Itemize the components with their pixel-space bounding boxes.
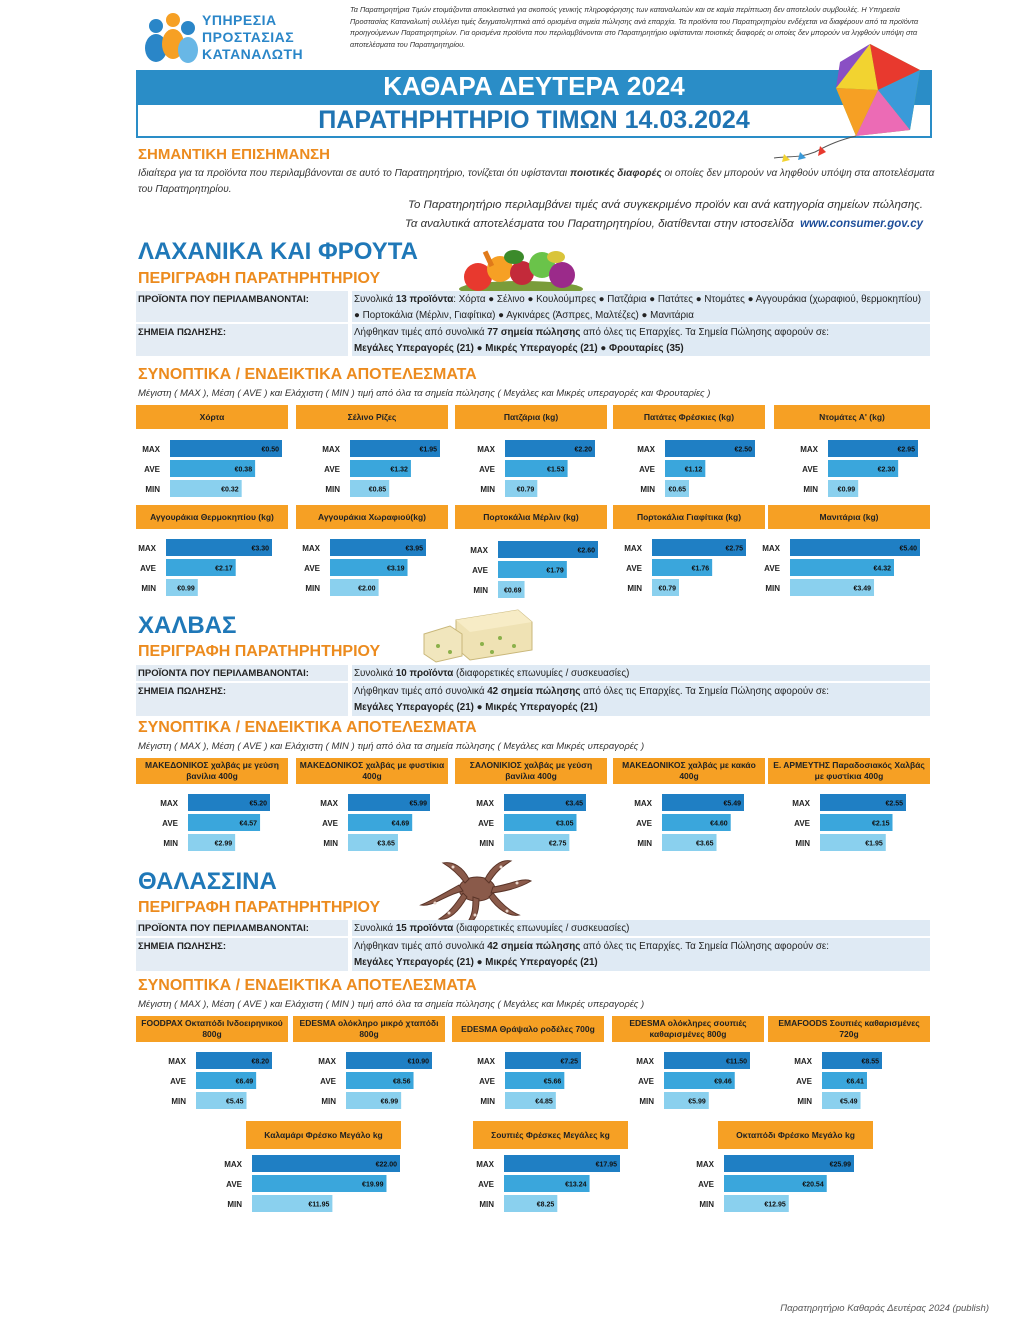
bar-category-label: MAX <box>142 445 160 454</box>
bar-chart-svg <box>455 541 608 601</box>
seafood-products-row <box>136 920 930 936</box>
note-text-part: οι οποίες δεν μπορούν να ληφθούν υπόψη στα αποτελέσματα του Παρατηρητηρίου. <box>138 168 935 195</box>
bar-value-label: €2.99 <box>214 840 233 848</box>
section-title-halva: ΧΑΛΒΑΣ <box>138 612 237 639</box>
bar-chart-svg <box>762 539 930 599</box>
product-header: Καλαμάρι Φρέσκο Μεγάλο kg <box>246 1121 401 1149</box>
price-chart <box>612 1052 760 1112</box>
product-header: ΣΑΛΟΝΙΚΙΟΣ χαλβάς με γεύση βανίλια 400g <box>455 758 607 784</box>
bar-value-label: €4.85 <box>535 1098 553 1106</box>
bar-value-label: €2.55 <box>885 800 903 808</box>
bar-category-label: MAX <box>476 799 494 808</box>
products-count: 10 προϊόντα <box>395 668 454 679</box>
bar-category-label: MAX <box>637 445 655 454</box>
bar-value-label: €0.38 <box>234 466 253 474</box>
bar-value-label: €5.40 <box>899 545 917 553</box>
bar-chart-svg <box>136 1052 282 1112</box>
bar-value-label: €3.30 <box>251 545 269 553</box>
bar-category-label: AVE <box>764 564 780 573</box>
bar-value-label: €10.90 <box>407 1058 429 1066</box>
bar-value-label: €0.85 <box>368 486 387 494</box>
bar-chart-svg <box>296 794 440 854</box>
bar-category-label: AVE <box>638 1077 654 1086</box>
bar-category-label: MAX <box>322 445 340 454</box>
product-header: EDESMA ολόκληρο μικρό χταπόδι 800g <box>293 1016 445 1042</box>
bar-chart-svg <box>470 1155 630 1215</box>
bar-category-label: MAX <box>696 1160 714 1169</box>
bar-chart-svg <box>452 1052 591 1112</box>
bar-value-label: €8.56 <box>393 1078 411 1086</box>
bar-category-label: MIN <box>321 1097 336 1106</box>
bar-category-label: MIN <box>639 1097 654 1106</box>
price-chart <box>296 440 450 500</box>
price-chart <box>768 794 916 854</box>
logo-line: ΥΠΗΡΕΣΙΑ <box>202 12 277 28</box>
bar-category-label: MAX <box>477 1057 495 1066</box>
product-header: EDESMA Θράψαλο ροδέλες 700g <box>452 1016 604 1042</box>
products-label: ΠΡΟΪΟΝΤΑ ΠΟΥ ΠΕΡΙΛΑΜΒΑΝΟΝΤΑΙ: <box>136 665 348 681</box>
product-header: Πατζάρια (kg) <box>455 405 607 429</box>
bar-chart-svg <box>613 539 756 599</box>
summary-note-seafood: Μέγιστη ( MAX ), Μέση ( AVE ) και Ελάχιστη ( MIN ) τιμή από όλα τα σημεία πώλησης ( Μεγάλες και Μικρές υπεραγορές ) <box>138 999 645 1010</box>
bar-category-label: MAX <box>476 1160 494 1169</box>
bar-value-label: €7.25 <box>560 1058 578 1066</box>
bar-value-label: €0.99 <box>837 486 856 494</box>
points-text: από όλες τις Επαρχίες. Τα Σημεία Πώλησης αφορούν σε: <box>580 941 829 952</box>
points-breakdown: Μεγάλες Υπεραγορές (21) ● Μικρές Υπεραγορές (21) ● Φρουταρίες (35) <box>354 343 684 354</box>
bar-chart-svg <box>686 1155 864 1215</box>
bar-chart-svg <box>136 440 292 500</box>
bar-category-label: AVE <box>626 564 642 573</box>
bar-value-label: €2.50 <box>734 446 752 454</box>
bar-category-label: AVE <box>170 1077 186 1086</box>
bar-category-label: MAX <box>477 445 495 454</box>
bar-category-label: MAX <box>224 1160 242 1169</box>
bar-value-label: €8.20 <box>251 1058 269 1066</box>
bar-category-label: MIN <box>145 485 160 494</box>
bar-category-label: MIN <box>141 584 156 593</box>
summary-heading-halva: ΣΥΝΟΠΤΙΚΑ / ΕΝΔΕΙΚΤΙΚΑ ΑΠΟΤΕΛΕΣΜΑΤΑ <box>138 719 477 736</box>
bar-value-label: €2.17 <box>215 565 233 573</box>
bar-category-label: MIN <box>163 839 178 848</box>
points-breakdown: Μεγάλες Υπεραγορές (21) ● Μικρές Υπεραγορές (21) <box>354 957 598 968</box>
veg-products-value <box>352 291 930 322</box>
points-text: Λήφθηκαν τιμές από συνολικά <box>354 686 488 697</box>
bar-category-label: AVE <box>324 465 340 474</box>
bar-value-label: €5.45 <box>225 1098 244 1106</box>
bar-value-label: €3.65 <box>377 840 395 848</box>
price-chart <box>455 440 605 500</box>
halva-points-value <box>352 683 930 716</box>
points-label: ΣΗΜΕΙΑ ΠΩΛΗΣΗΣ: <box>136 938 348 971</box>
bar-category-label: MAX <box>138 544 156 553</box>
bar-category-label: MIN <box>640 485 655 494</box>
bar-category-label: MIN <box>479 1200 494 1209</box>
price-chart <box>768 1052 892 1112</box>
halva-icon <box>422 606 534 664</box>
bar-chart-svg <box>455 794 596 854</box>
bar-value-label: €0.65 <box>668 486 686 494</box>
points-label: ΣΗΜΕΙΑ ΠΩΛΗΣΗΣ: <box>136 683 348 716</box>
bar-category-label: AVE <box>478 1180 494 1189</box>
bar-category-label: AVE <box>162 819 178 828</box>
products-text: Συνολικά <box>354 923 396 934</box>
bar-value-label: €4.32 <box>873 565 891 573</box>
price-chart <box>136 539 282 599</box>
bar-category-label: MAX <box>160 799 178 808</box>
summary-note-veg: Μέγιστη ( MAX ), Μέση ( AVE ) και Ελάχιστη ( MIN ) τιμή από όλα τα σημεία πώλησης ( Μεγάλες και Μικρές υπεραγορές και Φρουταρίες ) <box>138 388 711 399</box>
halva-points-row <box>136 683 930 716</box>
product-header: Ντομάτες Α' (kg) <box>774 405 930 429</box>
veg-points-row <box>136 324 930 356</box>
bar-value-label: €3.49 <box>853 585 872 593</box>
bar-category-label: MAX <box>794 1057 812 1066</box>
bar-category-label: MIN <box>795 839 810 848</box>
bar-chart-svg <box>613 794 754 854</box>
bar-value-label: €5.49 <box>723 800 741 808</box>
bar-category-label: MIN <box>305 584 320 593</box>
bar-category-label: AVE <box>478 819 494 828</box>
seafood-points-value <box>352 938 930 971</box>
price-chart <box>455 541 608 601</box>
products-text: (διαφορετικές επωνυμίες / συσκευασίες) <box>453 923 630 934</box>
bar-value-label: €1.95 <box>419 446 437 454</box>
bar-category-label: MAX <box>320 799 338 808</box>
price-chart <box>470 1155 630 1215</box>
bar-value-label: €5.99 <box>688 1098 706 1106</box>
kite-illustration <box>760 40 930 170</box>
product-header: Πατάτες Φρέσκιες (kg) <box>613 405 765 429</box>
points-text: Λήφθηκαν τιμές από συνολικά <box>354 941 488 952</box>
bar-value-label: €1.76 <box>691 565 710 573</box>
bar-category-label: MIN <box>323 839 338 848</box>
veg-products-row <box>136 291 930 322</box>
section-subtitle-halva: ΠΕΡΙΓΡΑΦΗ ΠΑΡΑΤΗΡΗΤΗΡΙΟΥ <box>138 643 381 660</box>
price-chart <box>452 1052 591 1112</box>
bar-value-label: €2.20 <box>574 446 592 454</box>
bar-chart-svg <box>136 794 280 854</box>
bar-value-label: €8.25 <box>536 1201 555 1209</box>
bar-category-label: AVE <box>639 465 655 474</box>
bar-value-label: €2.75 <box>725 545 743 553</box>
price-chart <box>762 539 930 599</box>
products-count: 13 προϊόντα <box>395 294 454 305</box>
summary-note-halva: Μέγιστη ( MAX ), Μέση ( AVE ) και Ελάχιστη ( MIN ) τιμή από όλα τα σημεία πώλησης ( Μεγάλες και Μικρές υπεραγορές ) <box>138 741 645 752</box>
bar-value-label: €3.19 <box>386 565 405 573</box>
summary-heading-seafood: ΣΥΝΟΠΤΙΚΑ / ΕΝΔΕΙΚΤΙΚΑ ΑΠΟΤΕΛΕΣΜΑΤΑ <box>138 977 477 994</box>
seafood-points-row <box>136 938 930 971</box>
bar-value-label: €3.05 <box>555 820 574 828</box>
product-header: Πορτοκάλια Μέρλιν (kg) <box>455 505 607 529</box>
price-chart <box>296 539 436 599</box>
product-header: Αγγουράκια Χωραφιού(kg) <box>296 505 448 529</box>
bar-chart-svg <box>774 440 928 500</box>
kite-icon <box>760 40 930 170</box>
bar-value-label: €2.00 <box>358 585 376 593</box>
bar-chart-svg <box>768 794 916 854</box>
product-header: Μανιτάρια (kg) <box>768 505 930 529</box>
bar-category-label: MAX <box>624 544 642 553</box>
price-chart <box>136 1052 282 1112</box>
veg-points-value <box>352 324 930 356</box>
bar-value-label: €11.95 <box>308 1201 330 1209</box>
bar-value-label: €25.99 <box>829 1161 851 1169</box>
product-header: ΜΑΚΕΔΟΝΙΚΟΣ χαλβάς με γεύση βανίλια 400g <box>136 758 288 784</box>
products-text: : Χόρτα ● Σέλινο ● Κουλούμπρες ● Πατζάρια ● Πατάτες ● Ντομάτες ● Αγγουράκια (χωραφιού, θερμοκηπίου) ● Πορτοκάλια (Μέρλιν, Γιαφίτικα) ● Αγκινάρες (Άσπρες, Μαλτέζες) ● Μανιτάρια <box>354 294 921 321</box>
points-text: από όλες τις Επαρχίες. Τα Σημεία Πώλησης αφορούν σε: <box>580 686 829 697</box>
important-note-text <box>138 166 938 198</box>
bar-category-label: MAX <box>318 1057 336 1066</box>
bar-value-label: €1.53 <box>547 466 565 474</box>
bar-value-label: €2.75 <box>548 840 567 848</box>
bar-category-label: MAX <box>636 1057 654 1066</box>
bar-category-label: AVE <box>140 564 156 573</box>
bar-category-label: AVE <box>226 1180 242 1189</box>
products-text: Συνολικά <box>354 294 396 305</box>
products-text: Συνολικά <box>354 668 396 679</box>
important-note-heading: ΣΗΜΑΝΤΙΚΗ ΕΠΙΣΗΜΑΝΣΗ <box>138 146 330 163</box>
bar-category-label: MIN <box>473 586 488 595</box>
note-line-3 <box>405 218 923 230</box>
bar-value-label: €4.69 <box>391 820 410 828</box>
bar-value-label: €0.79 <box>516 486 535 494</box>
price-chart <box>212 1155 410 1215</box>
bar-value-label: €12.95 <box>764 1201 786 1209</box>
consumer-website-link[interactable]: www.consumer.gov.cy <box>800 218 923 230</box>
bar-chart-svg <box>455 440 605 500</box>
bar-value-label: €3.45 <box>565 800 583 808</box>
bar-category-label: MAX <box>762 544 780 553</box>
page-footer: Παρατηρητήριο Καθαράς Δευτέρας 2024 (publish) <box>780 1303 989 1314</box>
bar-category-label: MIN <box>699 1200 714 1209</box>
bar-value-label: €0.32 <box>221 486 239 494</box>
bar-category-label: AVE <box>144 465 160 474</box>
product-header: ΜΑΚΕΔΟΝΙΚΟΣ χαλβάς με κακάο 400g <box>613 758 765 784</box>
bar-value-label: €1.12 <box>684 466 703 474</box>
bar-category-label: MAX <box>800 445 818 454</box>
product-header: EMAFOODS Σουπιές καθαρισμένες 720g <box>768 1016 930 1042</box>
points-count: 42 σημεία πώλησης <box>487 686 581 697</box>
bar-category-label: AVE <box>304 564 320 573</box>
product-header: FOODPAX Οκταπόδι Ινδοειρηνικού 800g <box>136 1016 288 1042</box>
product-header: EDESMA ολόκληρες σουπιές καθαρισμένες 800g <box>612 1016 764 1042</box>
bar-category-label: AVE <box>794 819 810 828</box>
section-title-seafood: ΘΑΛΑΣΣΙΝΑ <box>138 868 277 895</box>
bar-value-label: €1.95 <box>865 840 883 848</box>
bar-chart-svg <box>768 1052 892 1112</box>
logo-text <box>202 12 303 63</box>
note-line-2: Το Παρατηρητήριο περιλαμβάνει τιμές ανά συγκεκριμένο προϊόν και ανά κατηγορία σημείων πώλησης. <box>407 199 923 211</box>
bar-category-label: AVE <box>322 819 338 828</box>
logo-line: ΠΡΟΣΤΑΣΙΑΣ <box>202 29 295 45</box>
points-count: 42 σημεία πώλησης <box>487 941 581 952</box>
product-header: Αγγουράκια Θερμοκηπίου (kg) <box>136 505 288 529</box>
octopus-illustration <box>415 855 535 930</box>
note-line-3-text: Τα αναλυτικά αποτελέσματα του Παρατηρητηρίου, διατίθενται στην ιστοσελίδα <box>404 218 794 230</box>
bar-value-label: €2.15 <box>871 820 890 828</box>
bar-chart-svg <box>293 1052 442 1112</box>
product-header: Οκταπόδι Φρέσκο Μεγάλο kg <box>718 1121 873 1149</box>
logo-line: ΚΑΤΑΝΑΛΩΤΗ <box>202 46 304 62</box>
bar-category-label: MAX <box>634 799 652 808</box>
octopus-icon <box>415 855 535 925</box>
bar-value-label: €11.50 <box>725 1058 747 1066</box>
bar-value-label: €2.60 <box>577 547 595 555</box>
price-chart <box>136 440 292 500</box>
bar-category-label: MIN <box>325 485 340 494</box>
bar-category-label: AVE <box>472 566 488 575</box>
bar-category-label: MIN <box>480 1097 495 1106</box>
bar-category-label: MAX <box>792 799 810 808</box>
products-text: (διαφορετικές επωνυμίες / συσκευασίες) <box>453 668 630 679</box>
bar-category-label: MIN <box>627 584 642 593</box>
seafood-products-value <box>352 920 930 936</box>
bar-category-label: MIN <box>637 839 652 848</box>
price-chart <box>613 539 756 599</box>
bar-value-label: €0.69 <box>504 587 522 595</box>
price-chart <box>455 794 596 854</box>
bar-value-label: €2.30 <box>877 466 896 474</box>
bar-chart-svg <box>612 1052 760 1112</box>
bar-value-label: €8.55 <box>861 1058 879 1066</box>
bar-value-label: €9.46 <box>714 1078 732 1086</box>
product-header: ΜΑΚΕΔΟΝΙΚΟΣ χαλβάς με φυστίκια 400g <box>296 758 448 784</box>
price-chart <box>136 794 280 854</box>
bar-category-label: MIN <box>797 1097 812 1106</box>
bar-category-label: MIN <box>480 485 495 494</box>
bar-value-label: €1.32 <box>390 466 408 474</box>
bar-category-label: AVE <box>802 465 818 474</box>
halva-products-row <box>136 665 930 681</box>
page-title: ΚΑΘΑΡΑ ΔΕΥΤΕΡΑ 2024 <box>136 70 932 103</box>
bar-value-label: €4.57 <box>239 820 258 828</box>
bar-category-label: MIN <box>479 839 494 848</box>
product-header: Σέλινο Ρίζες <box>296 405 448 429</box>
bar-category-label: MIN <box>171 1097 186 1106</box>
bar-value-label: €13.24 <box>565 1181 587 1189</box>
bar-chart-svg <box>296 440 450 500</box>
logo-people-icon <box>140 8 200 68</box>
points-text: από όλες τις Επαρχίες. Τα Σημεία Πώλησης αφορούν σε: <box>580 327 829 338</box>
points-text: Λήφθηκαν τιμές από συνολικά <box>354 327 488 338</box>
intro-disclaimer: Τα Παρατηρητήρια Τιμών ετοιμάζονται αποκλειστικά για σκοπούς γενικής πληροφόρησης των καταναλωτών και σε καμία περίπτωση δεν αποτελούν συμβουλές. Η Υπηρεσία Προστασίας Καταναλωτή συλλέγει τιμές δειγματοληπτικά από ορισμένα σημεία πώλησης ανά επαρχία. Τα προϊόντα του Παρατηρητηρίου ενδέχεται να διαφέρουν από τα προϊόντα προηγούμενων Παρατηρητηρίων. Για ορισμένα προϊόντα που περιλαμβάνονται στο Παρατηρητήριο υφίστανται ποιοτικές διαφορές οι οποίες δεν μπορούν να ληφθούν υπόψη στα αποτελέσματα του Παρατηρητηρίου. <box>350 5 919 49</box>
bar-value-label: €0.79 <box>658 585 677 593</box>
bar-value-label: €17.95 <box>595 1161 617 1169</box>
bar-category-label: AVE <box>479 1077 495 1086</box>
bar-category-label: MIN <box>227 1200 242 1209</box>
bar-chart-svg <box>296 539 436 599</box>
points-count: 77 σημεία πώλησης <box>487 327 581 338</box>
points-breakdown: Μεγάλες Υπεραγορές (21) ● Μικρές Υπεραγορές (21) <box>354 702 598 713</box>
bar-value-label: €5.49 <box>839 1098 858 1106</box>
product-header: Πορτοκάλια Γιαφίτικα (kg) <box>613 505 765 529</box>
bar-value-label: €20.54 <box>802 1181 824 1189</box>
product-header: Ε. ΑΡΜΕΥΤΗΣ Παραδοσιακός Χαλβάς με φυστίκια 400g <box>768 758 930 784</box>
section-subtitle-veg: ΠΕΡΙΓΡΑΦΗ ΠΑΡΑΤΗΡΗΤΗΡΙΟΥ <box>138 270 381 287</box>
section-title-veg: ΛΑΧΑΝΙΚΑ ΚΑΙ ΦΡΟΥΤΑ <box>138 238 418 265</box>
bar-value-label: €22.00 <box>375 1161 397 1169</box>
bar-value-label: €4.60 <box>710 820 728 828</box>
logo <box>140 8 305 68</box>
note-text-part: Ιδιαίτερα για τα προϊόντα που περιλαμβάνονται σε αυτό το Παρατηρητήριο, τονίζεται ότι υφίστανται <box>138 168 570 179</box>
bar-value-label: €5.99 <box>409 800 427 808</box>
bar-value-label: €6.41 <box>846 1078 864 1086</box>
points-label: ΣΗΜΕΙΑ ΠΩΛΗΣΗΣ: <box>136 324 348 356</box>
bar-value-label: €19.99 <box>362 1181 384 1189</box>
bar-category-label: MAX <box>302 544 320 553</box>
bar-category-label: AVE <box>320 1077 336 1086</box>
price-chart <box>686 1155 864 1215</box>
bar-category-label: MIN <box>765 584 780 593</box>
products-label: ΠΡΟΪΟΝΤΑ ΠΟΥ ΠΕΡΙΛΑΜΒΑΝΟΝΤΑΙ: <box>136 291 348 322</box>
bar-value-label: €3.95 <box>405 545 423 553</box>
price-chart <box>774 440 928 500</box>
bar-category-label: AVE <box>479 465 495 474</box>
bar-category-label: AVE <box>796 1077 812 1086</box>
bar-value-label: €5.20 <box>249 800 267 808</box>
bar-value-label: €6.99 <box>380 1098 399 1106</box>
bar-category-label: MAX <box>470 546 488 555</box>
bar-category-label: MAX <box>168 1057 186 1066</box>
bar-value-label: €6.49 <box>235 1078 254 1086</box>
halva-illustration <box>422 606 534 669</box>
products-count: 15 προϊόντα <box>395 923 454 934</box>
bar-category-label: AVE <box>698 1180 714 1189</box>
bar-chart-svg <box>136 539 282 599</box>
product-header: Σουπιές Φρέσκες Μεγάλες kg <box>473 1121 628 1149</box>
bar-value-label: €2.95 <box>897 446 915 454</box>
bar-chart-svg <box>613 440 765 500</box>
summary-heading-veg: ΣΥΝΟΠΤΙΚΑ / ΕΝΔΕΙΚΤΙΚΑ ΑΠΟΤΕΛΕΣΜΑΤΑ <box>138 366 477 383</box>
halva-products-value <box>352 665 930 681</box>
section-subtitle-seafood: ΠΕΡΙΓΡΑΦΗ ΠΑΡΑΤΗΡΗΤΗΡΙΟΥ <box>138 899 381 916</box>
bar-value-label: €0.99 <box>177 585 195 593</box>
bar-value-label: €3.65 <box>695 840 714 848</box>
bar-value-label: €5.66 <box>543 1078 562 1086</box>
price-chart <box>613 440 765 500</box>
bar-value-label: €1.79 <box>546 567 564 575</box>
product-header: Χόρτα <box>136 405 288 429</box>
bar-value-label: €0.50 <box>261 446 279 454</box>
products-label: ΠΡΟΪΟΝΤΑ ΠΟΥ ΠΕΡΙΛΑΜΒΑΝΟΝΤΑΙ: <box>136 920 348 936</box>
bar-category-label: MIN <box>803 485 818 494</box>
note-text-bold: ποιοτικές διαφορές <box>569 168 662 179</box>
vegetables-icon <box>456 243 586 298</box>
price-chart <box>293 1052 442 1112</box>
page-subtitle: ΠΑΡΑΤΗΡΗΤΗΡΙΟ ΤΙΜΩΝ 14.03.2024 <box>136 103 932 138</box>
bar-category-label: AVE <box>636 819 652 828</box>
bar-chart-svg <box>212 1155 410 1215</box>
price-chart <box>296 794 440 854</box>
price-chart <box>613 794 754 854</box>
